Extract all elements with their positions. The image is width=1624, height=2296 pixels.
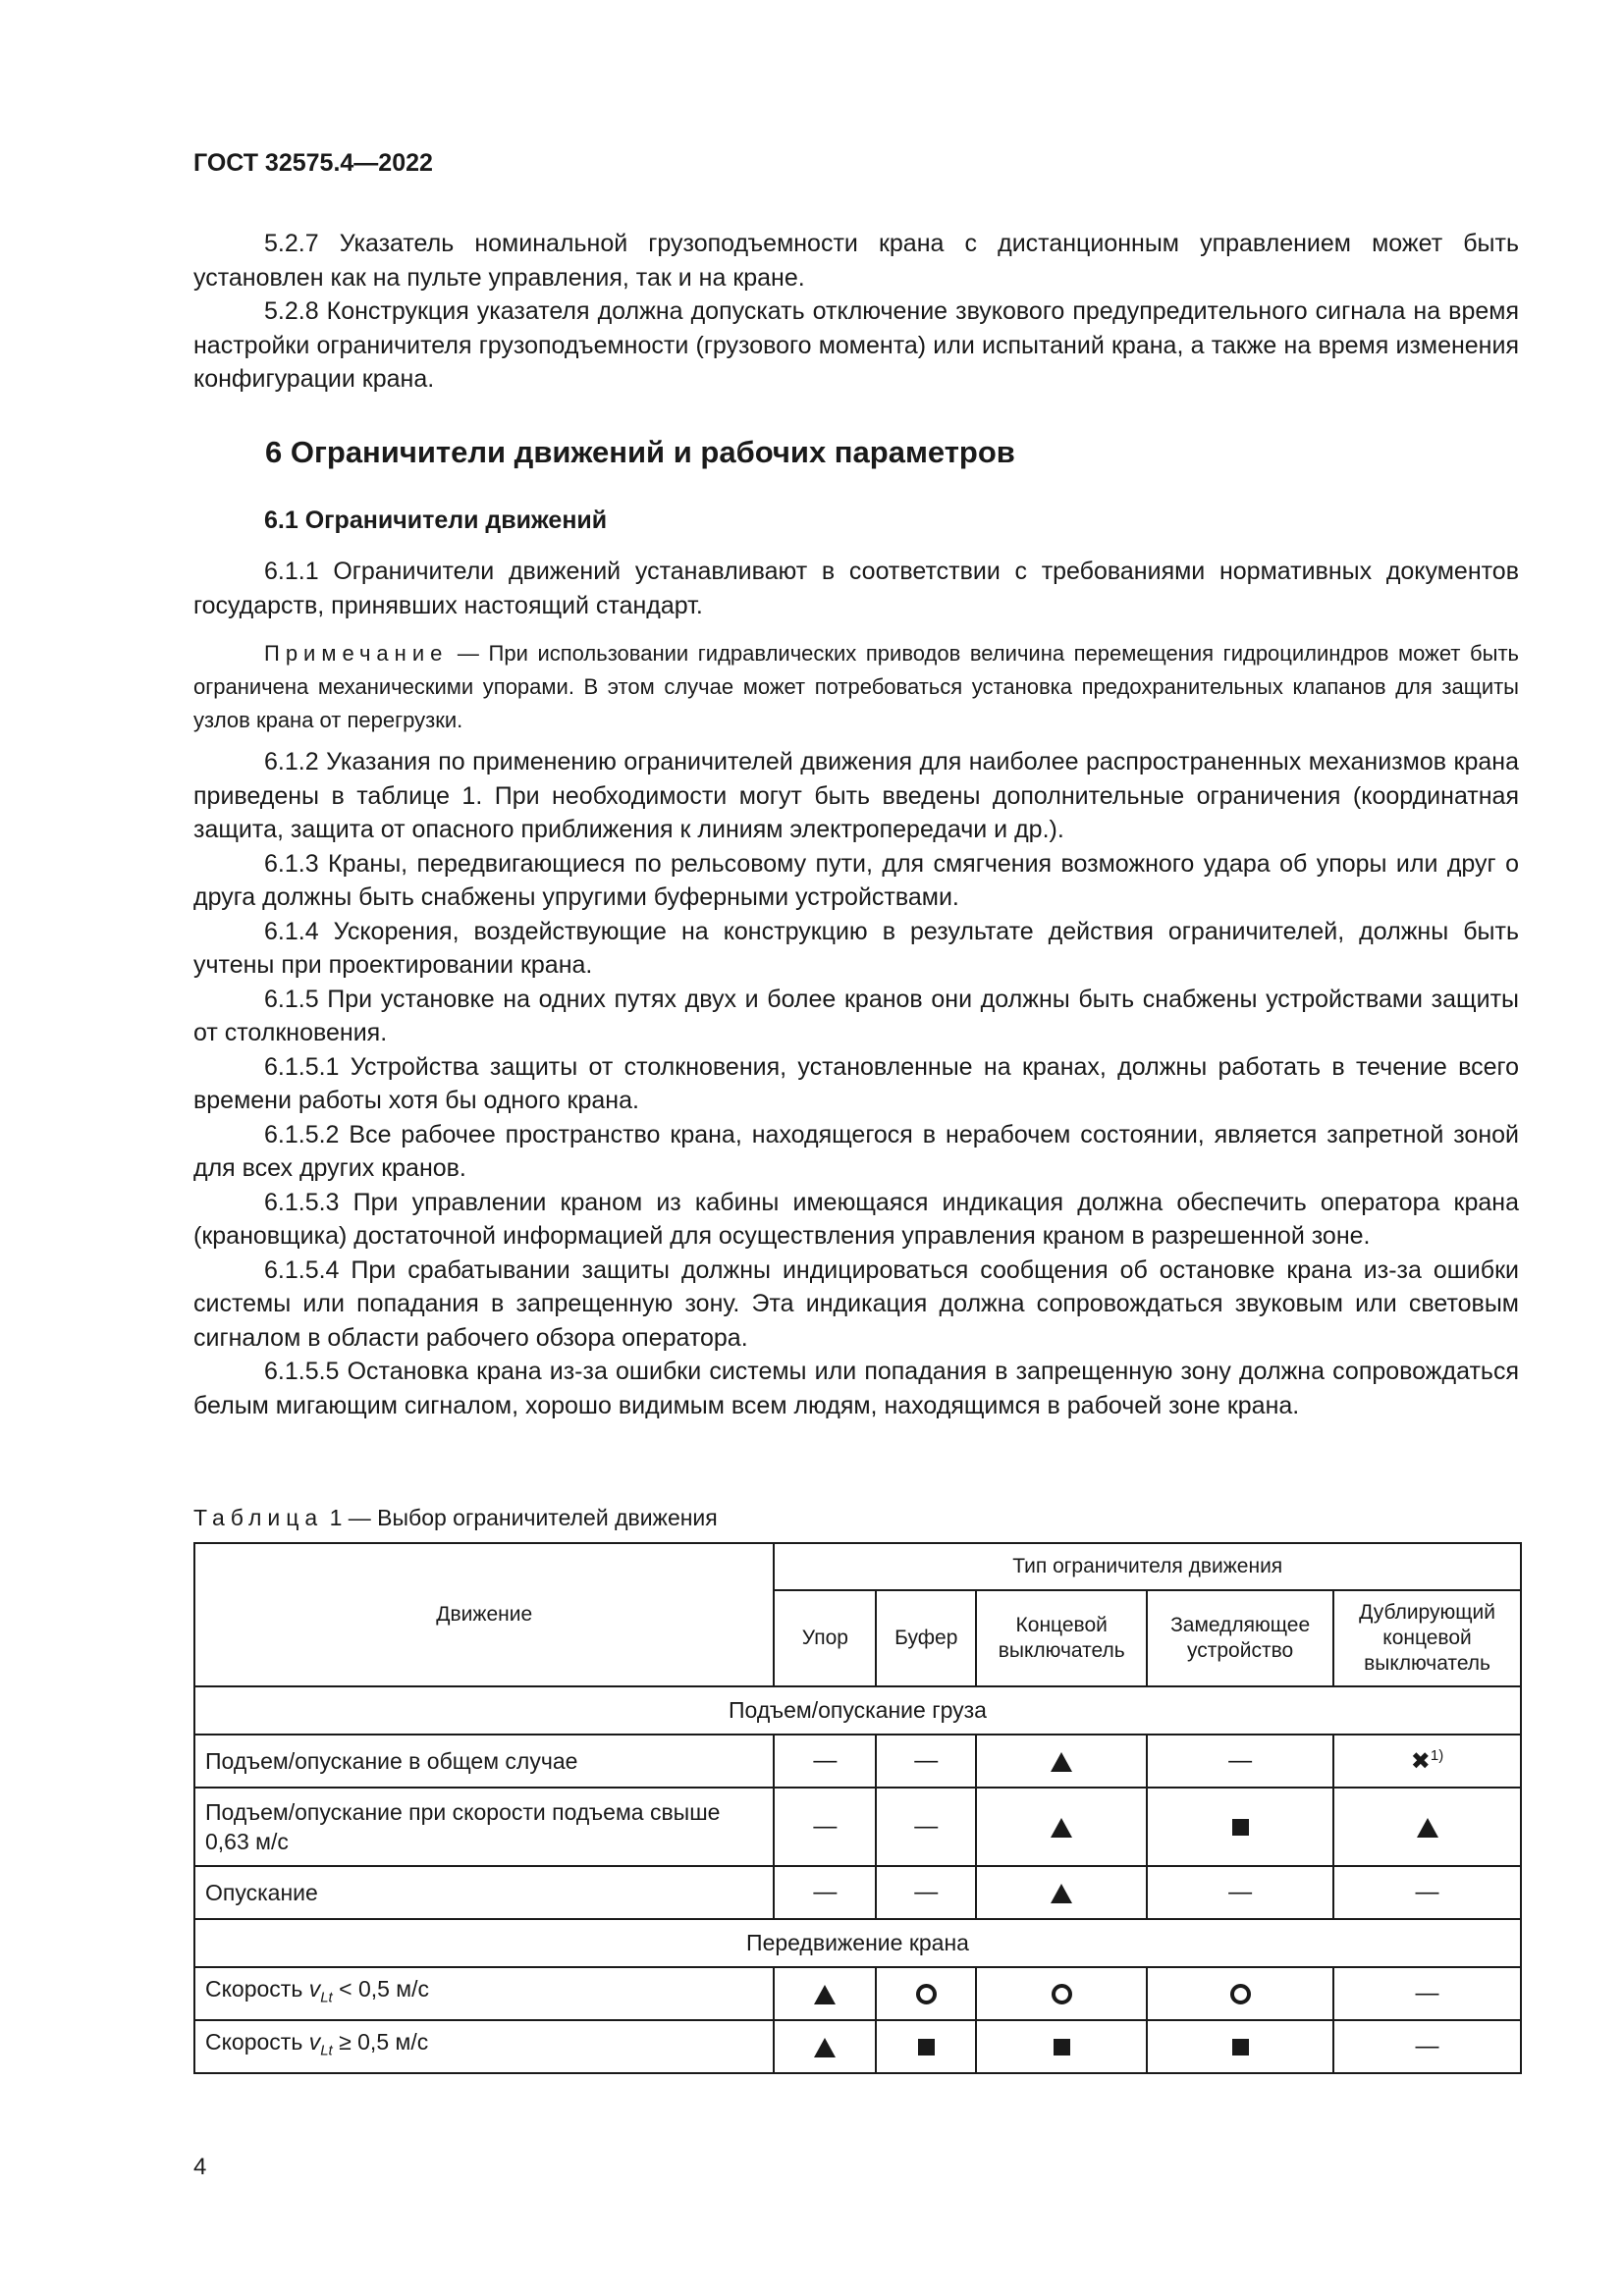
table-header-row [194,1543,1521,1590]
speed-variable: v [308,1976,321,2002]
triangle-icon [1051,1752,1072,1772]
table-cell [1333,1967,1521,2020]
header-movement: Движение [194,1543,774,1686]
dash-symbol: — [813,1747,838,1774]
square-icon [1232,1819,1249,1836]
table-row [194,1788,1521,1866]
dash-symbol: — [1415,2033,1439,2059]
triangle-icon [1417,1818,1438,1838]
dash-symbol: — [914,1813,939,1840]
group-travel: Передвижение крана [194,1919,1521,1967]
table-cell [976,2020,1147,2073]
paragraph-5-2-7: 5.2.7 Указатель номинальной грузоподъемности крана с дистанционным управлением может быть установлен как на пульте управления, так и на кране. [193,230,1519,292]
table-caption-text: 1 — Выбор ограничителей движения [323,1505,718,1530]
table-row [194,1866,1521,1919]
table-cell [774,1735,876,1788]
table-cell [774,2020,876,2073]
circle-icon [1230,1984,1251,2004]
paragraph-6-1-5-2: 6.1.5.2 Все рабочее пространство крана, находящегося в нерабочем состоянии, является запретной зоной для всех других кранов. [193,1120,1519,1182]
top-paragraphs [193,227,1519,397]
table-cell [1147,2020,1333,2073]
document-id: ГОСТ 32575.4—2022 [193,149,433,177]
paragraph-6-1-5-5: 6.1.5.5 Остановка крана из-за ошибки системы или попадания в запрещенную зону должна сопровождаться белым мигающим сигналом, хорошо видимым всем людям, находящимся в рабочей зоне крана. [193,1358,1519,1419]
dash-symbol: — [813,1813,838,1840]
dash-symbol: — [1415,1980,1439,2006]
dash-symbol: — [914,1747,939,1774]
triangle-icon [814,2038,836,2057]
triangle-icon [1051,1884,1072,1903]
paragraph-6-1-5: 6.1.5 При установке на одних путях двух и более кранов они должны быть снабжены устройствами защиты от столкновения. [193,985,1519,1046]
table-row [194,1967,1521,2020]
row-label: Подъем/опускание в общем случае [194,1735,774,1788]
subsection-heading: 6.1 Ограничители движений [264,507,608,534]
paragraph-block-6-1-1 [193,555,1519,622]
table-cell [1333,2020,1521,2073]
dash-symbol: — [1228,1747,1253,1774]
row-label [194,1967,774,2020]
table-cell [774,1967,876,2020]
circle-icon [916,1984,937,2004]
table-caption [193,1505,718,1531]
paragraph-6-1-5-1: 6.1.5.1 Устройства защиты от столкновения, установленные на кранах, должны работать в течение всего времени работы хотя бы одного крана. [193,1052,1519,1114]
row-label-suffix: ≥ 0,5 м/с [332,2029,429,2056]
limiters-table [193,1542,1522,2074]
paragraph-5-2-8: 5.2.8 Конструкция указателя должна допускать отключение звукового предупредительного сигнала на время настройки ограничителя грузоподъемности (грузового момента) или испытаний крана, а также на время изменения конфигурации крана. [193,297,1519,393]
paragraph-6-1-3: 6.1.3 Краны, передвигающиеся по рельсовому пути, для смягчения возможного удара об упоры или друг о друга должны быть снабжены упругими буферными устройствами. [193,849,1519,911]
header-limiter-type: Тип ограничителя движения [774,1543,1521,1590]
speed-subscript: Lt [320,1989,333,2006]
page-number: 4 [193,2154,207,2180]
speed-variable: v [308,2029,321,2056]
table-cell [1147,1735,1333,1788]
row-label: Подъем/опускание при скорости подъема свыше 0,63 м/с [194,1788,774,1866]
paragraph-6-1-4: 6.1.4 Ускорения, воздействующие на конструкцию в результате действия ограничителей, должны быть учтены при проектировании крана. [193,917,1519,979]
table-cell [1333,1735,1521,1788]
table-group-row [194,1919,1521,1967]
dash-symbol: — [813,1879,838,1905]
dash-symbol: — [914,1879,939,1905]
table-cell [1147,1866,1333,1919]
dash-symbol: — [1415,1879,1439,1905]
table-cell [976,1967,1147,2020]
triangle-icon [1051,1818,1072,1838]
circle-icon [1052,1984,1072,2004]
header-limit-switch: Концевой выключатель [976,1590,1147,1686]
cross-with-footnote [1411,1748,1443,1775]
row-label-suffix: < 0,5 м/с [332,1976,430,2002]
row-label: Опускание [194,1866,774,1919]
table-group-row [194,1686,1521,1735]
square-icon [918,2039,935,2056]
table-cell [876,2020,976,2073]
table-cell [976,1788,1147,1866]
square-icon [1054,2039,1070,2056]
row-label-prefix: Скорость [205,1976,309,2002]
cross-icon: ✖ [1410,1747,1431,1775]
square-icon [1232,2039,1249,2056]
row-label-prefix: Скорость [205,2029,309,2056]
note-text: — При использовании гидравлических приводов величина перемещения гидроцилиндров может быть ограничена механическими упорами. В этом случае может потребоваться установка предохранительных клапанов для защиты узлов крана от перегрузки. [193,641,1519,732]
note [193,637,1519,737]
table-row [194,2020,1521,2073]
triangle-icon [814,1985,836,2004]
table-cell [876,1866,976,1919]
speed-subscript: Lt [320,2042,333,2059]
footnote-ref: 1) [1430,1746,1444,1764]
table-cell [876,1967,976,2020]
header-backup-limit-switch: Дублирующий концевой выключатель [1333,1590,1521,1686]
paragraph-6-1-2: 6.1.2 Указания по применению ограничителей движения для наиболее распространенных механизмов крана приведены в таблице 1. При необходимости могут быть введены дополнительные ограничения (координатная защита, защита от опасного приближения к линиям электропередачи и др.). [193,748,1519,843]
paragraph-6-1-5-3: 6.1.5.3 При управлении краном из кабины имеющаяся индикация должна обеспечить оператора крана (крановщика) достаточной информацией для осуществления управления краном в разрешенной зоне. [193,1188,1519,1250]
header-retarder: Замедляющее устройство [1147,1590,1333,1686]
header-stop: Упор [774,1590,876,1686]
dash-symbol: — [1228,1879,1253,1905]
table-cell [1147,1967,1333,2020]
table-caption-label: Таблица [193,1505,324,1530]
table-cell [1333,1866,1521,1919]
header-buffer: Буфер [876,1590,976,1686]
paragraph-6-1-5-4: 6.1.5.4 При срабатывании защиты должны индицироваться сообщения об остановке крана из-за ошибки системы или попадания в запрещенную зону. Эта индикация должна сопровождаться звуковым или световым сигналом в области рабочего обзора оператора. [193,1255,1519,1352]
table-cell [774,1788,876,1866]
section-heading: 6 Ограничители движений и рабочих параметров [265,435,1015,469]
table-cell [876,1788,976,1866]
table-cell [774,1866,876,1919]
table-row [194,1735,1521,1788]
table-cell [976,1735,1147,1788]
main-paragraphs [193,745,1519,1422]
table-cell [1147,1788,1333,1866]
note-label: Примечание [264,641,449,666]
table-cell [876,1735,976,1788]
paragraph-6-1-1: 6.1.1 Ограничители движений устанавливают в соответствии с требованиями нормативных документов государств, принявших настоящий стандарт. [193,558,1519,619]
row-label [194,2020,774,2073]
group-lifting: Подъем/опускание груза [194,1686,1521,1735]
table-cell [976,1866,1147,1919]
table-cell [1333,1788,1521,1866]
